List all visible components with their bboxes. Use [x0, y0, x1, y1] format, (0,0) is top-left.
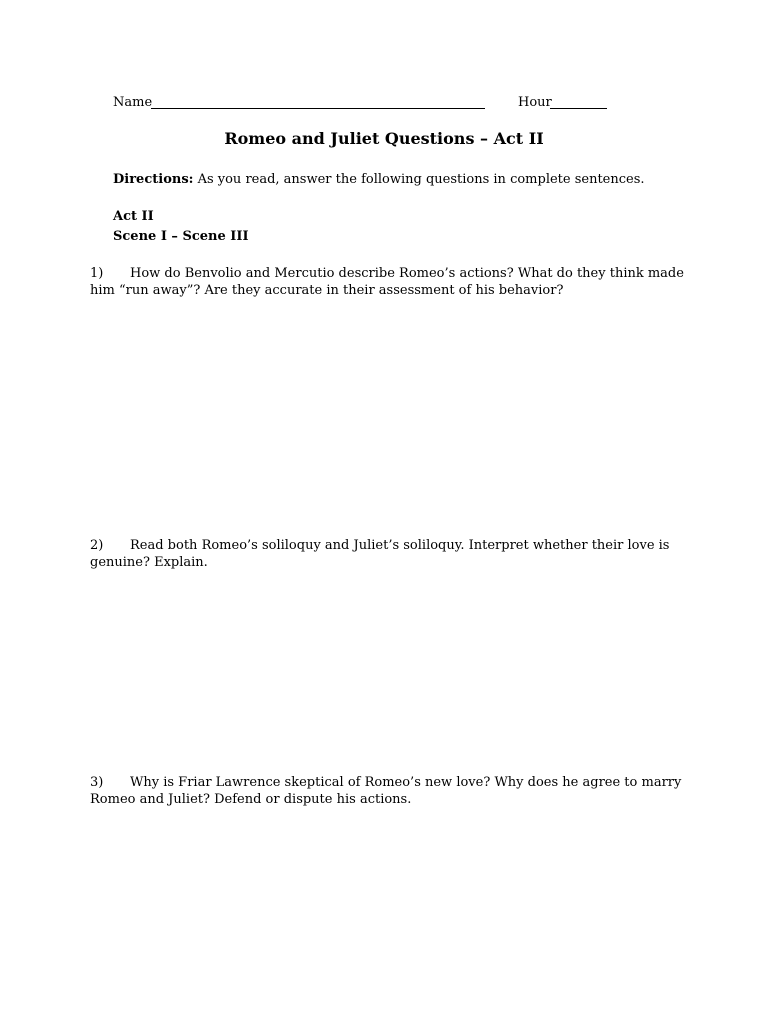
question-3	[90, 774, 690, 808]
directions-text: As you read, answer the following questions in complete sentences.	[193, 172, 645, 187]
question-1	[90, 265, 690, 299]
name-blank-line[interactable]	[151, 108, 485, 109]
question-3-line-1	[90, 774, 690, 791]
scene-heading: Scene I – Scene III	[113, 229, 249, 244]
question-1-number: 1)	[90, 266, 104, 281]
question-2-text-1: Read both Romeo’s soliloquy and Juliet’s soliloquy. Interpret whether their love is	[130, 538, 670, 553]
hour-label: Hour	[518, 95, 552, 110]
question-2-line-1	[90, 537, 690, 554]
act-heading: Act II	[113, 209, 154, 224]
question-3-text-1: Why is Friar Lawrence skeptical of Romeo’s new love? Why does he agree to marry	[130, 775, 682, 790]
question-2-text-2: genuine? Explain.	[90, 555, 208, 570]
page-title: Romeo and Juliet Questions – Act II	[224, 129, 544, 148]
question-3-number: 3)	[90, 775, 104, 790]
question-1-text-2: him “run away”? Are they accurate in their assessment of his behavior?	[90, 283, 564, 298]
directions	[113, 171, 645, 188]
question-2	[90, 537, 690, 571]
question-3-text-2: Romeo and Juliet? Defend or dispute his actions.	[90, 792, 412, 807]
directions-label: Directions:	[113, 172, 194, 187]
hour-blank-line[interactable]	[550, 108, 607, 109]
question-2-number: 2)	[90, 538, 104, 553]
question-1-line-1	[90, 265, 690, 282]
question-1-text-1: How do Benvolio and Mercutio describe Romeo’s actions? What do they think made	[130, 266, 684, 281]
name-label: Name	[113, 95, 153, 110]
